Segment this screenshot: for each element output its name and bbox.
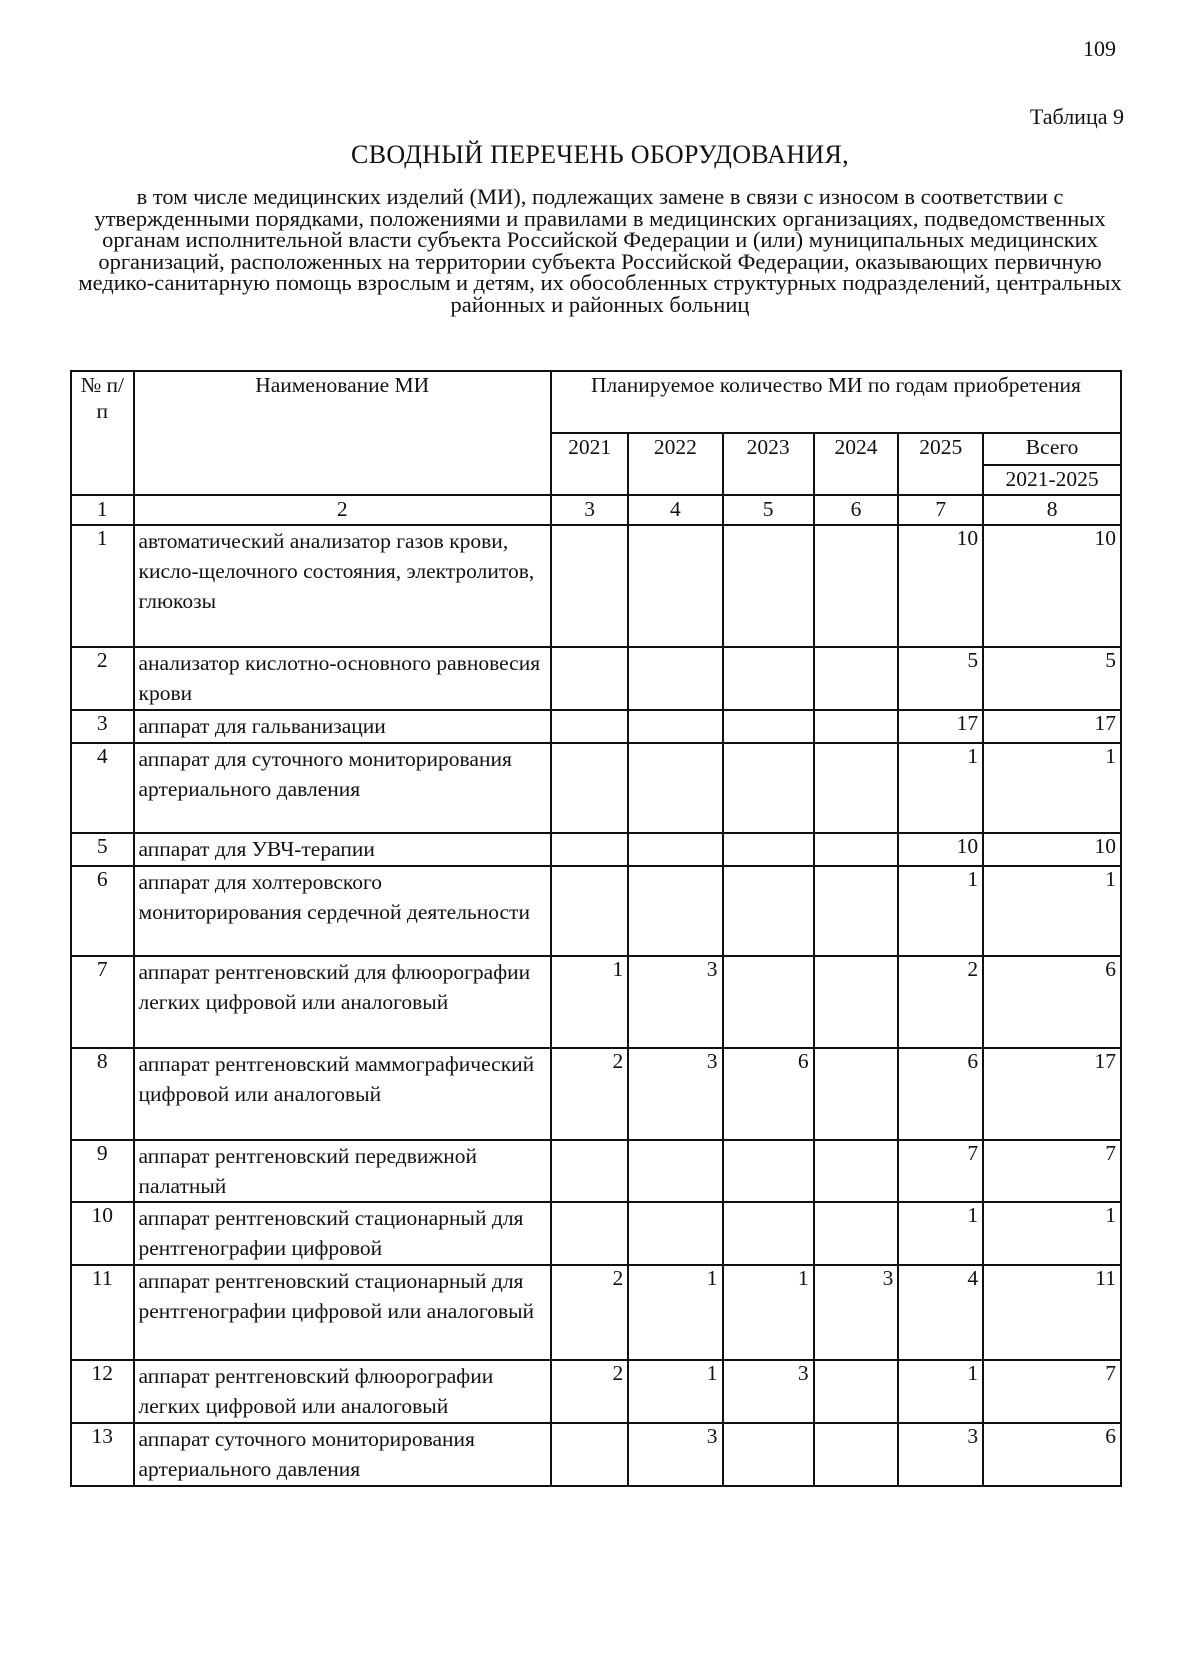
- item-name: аппарат рентгеновский стационарный для рентгенографии цифровой: [134, 1202, 551, 1265]
- qty-cell-2025: 1: [898, 743, 983, 833]
- item-name: автоматический анализатор газов крови, кисло-щелочного состояния, электролитов, глюкозы: [134, 525, 551, 647]
- document-subtitle: в том числе медицинских изделий (МИ), подлежащих замене в связи с износом в соответствии с утвержденными порядками, положениями и правилами в медицинских организациях, подведомственных органам исполнительной власти субъекта Российской Федерации и (или) муниципальных медицинских организаций, расположенных на территории субъекта Российской Федерации, оказывающих первичную медико-санитарную помощь взрослым и детям, их обособленных структурных подразделений, центральных районных и районных больниц: [78, 184, 1122, 317]
- row-number: 4: [71, 743, 134, 833]
- qty-cell-2023: [723, 525, 814, 647]
- row-number: 1: [71, 525, 134, 647]
- row-number: 5: [71, 833, 134, 866]
- qty-cell-2021: 2: [551, 1265, 628, 1360]
- qty-cell-2021: [551, 1202, 628, 1265]
- qty-cell-2024: [814, 1048, 899, 1140]
- qty-cell-2021: 1: [551, 956, 628, 1048]
- total-cell: 1: [983, 1202, 1121, 1265]
- qty-cell-2024: [814, 743, 899, 833]
- total-range-header: 2021-2025: [983, 465, 1121, 495]
- qty-cell-2023: [723, 1140, 814, 1202]
- item-name: аппарат рентгеновский маммографический цифровой или аналоговый: [134, 1048, 551, 1140]
- qty-cell-2021: [551, 710, 628, 743]
- qty-cell-2025: 17: [898, 710, 983, 743]
- table-row: [71, 647, 1121, 710]
- qty-cell-2023: 3: [723, 1360, 814, 1423]
- total-cell: 17: [983, 1048, 1121, 1140]
- item-name: аппарат рентгеновский передвижной палатный: [134, 1140, 551, 1202]
- column-number: 3: [551, 495, 628, 525]
- qty-cell-2023: 1: [723, 1265, 814, 1360]
- page-number: 109: [1083, 36, 1116, 61]
- document-title: СВОДНЫЙ ПЕРЕЧЕНЬ ОБОРУДОВАНИЯ,: [351, 140, 849, 169]
- column-number: 2: [134, 495, 551, 525]
- column-number: 4: [628, 495, 722, 525]
- qty-cell-2022: [628, 743, 722, 833]
- col-name-header: Наименование МИ: [134, 371, 551, 495]
- qty-cell-2022: [628, 710, 722, 743]
- qty-cell-2022: [628, 833, 722, 866]
- row-number: 2: [71, 647, 134, 710]
- table-row: [71, 710, 1121, 743]
- total-cell: 7: [983, 1360, 1121, 1423]
- row-number: 7: [71, 956, 134, 1048]
- item-name: аппарат рентгеновский стационарный для рентгенографии цифровой или аналоговый: [134, 1265, 551, 1360]
- qty-cell-2025: 10: [898, 833, 983, 866]
- qty-cell-2022: [628, 647, 722, 710]
- year-header-2024: 2024: [814, 433, 899, 495]
- qty-cell-2024: [814, 1360, 899, 1423]
- total-cell: 10: [983, 525, 1121, 647]
- qty-cell-2025: 2: [898, 956, 983, 1048]
- table-row: [71, 833, 1121, 866]
- qty-cell-2024: [814, 647, 899, 710]
- qty-cell-2024: 3: [814, 1265, 899, 1360]
- qty-cell-2025: 7: [898, 1140, 983, 1202]
- equipment-table: [70, 370, 1122, 1487]
- total-cell: 11: [983, 1265, 1121, 1360]
- year-header-2023: 2023: [723, 433, 814, 495]
- qty-cell-2025: 10: [898, 525, 983, 647]
- year-header-2021: 2021: [551, 433, 628, 495]
- table-row: [71, 866, 1121, 956]
- qty-cell-2022: 3: [628, 1048, 722, 1140]
- row-number: 11: [71, 1265, 134, 1360]
- row-number: 12: [71, 1360, 134, 1423]
- qty-cell-2021: [551, 647, 628, 710]
- qty-cell-2022: [628, 1140, 722, 1202]
- table-row: [71, 743, 1121, 833]
- column-number: 5: [723, 495, 814, 525]
- column-number: 7: [898, 495, 983, 525]
- qty-cell-2024: [814, 833, 899, 866]
- total-cell: 17: [983, 710, 1121, 743]
- total-cell: 5: [983, 647, 1121, 710]
- qty-cell-2024: [814, 866, 899, 956]
- total-cell: 1: [983, 866, 1121, 956]
- qty-cell-2023: [723, 710, 814, 743]
- qty-cell-2023: [723, 647, 814, 710]
- qty-cell-2024: [814, 1423, 899, 1486]
- qty-cell-2021: [551, 1140, 628, 1202]
- qty-cell-2022: 3: [628, 956, 722, 1048]
- qty-cell-2021: [551, 833, 628, 866]
- qty-cell-2024: [814, 956, 899, 1048]
- qty-cell-2023: 6: [723, 1048, 814, 1140]
- item-name: аппарат суточного мониторирования артериального давления: [134, 1423, 551, 1486]
- qty-cell-2024: [814, 1202, 899, 1265]
- qty-cell-2024: [814, 710, 899, 743]
- qty-cell-2022: [628, 866, 722, 956]
- qty-cell-2023: [723, 1202, 814, 1265]
- total-header: Всего: [983, 433, 1121, 465]
- qty-cell-2024: [814, 525, 899, 647]
- item-name: аппарат рентгеновский флюорографии легких цифровой или аналоговый: [134, 1360, 551, 1423]
- row-number: 3: [71, 710, 134, 743]
- total-cell: 1: [983, 743, 1121, 833]
- total-cell: 6: [983, 1423, 1121, 1486]
- table-row: [71, 525, 1121, 647]
- table-row: [71, 1048, 1121, 1140]
- qty-cell-2025: 1: [898, 1202, 983, 1265]
- row-number: 10: [71, 1202, 134, 1265]
- qty-cell-2021: [551, 1423, 628, 1486]
- qty-cell-2024: [814, 1140, 899, 1202]
- item-name: аппарат для гальванизации: [134, 710, 551, 743]
- qty-cell-2022: 1: [628, 1360, 722, 1423]
- column-number: 8: [983, 495, 1121, 525]
- qty-cell-2022: 3: [628, 1423, 722, 1486]
- column-number-row: [71, 495, 1121, 525]
- column-number: 1: [71, 495, 134, 525]
- row-number: 6: [71, 866, 134, 956]
- qty-cell-2021: [551, 743, 628, 833]
- qty-cell-2025: 4: [898, 1265, 983, 1360]
- qty-cell-2025: 5: [898, 647, 983, 710]
- qty-cell-2023: [723, 833, 814, 866]
- year-header-2022: 2022: [628, 433, 722, 495]
- table-label: Таблица 9: [1029, 104, 1124, 129]
- qty-cell-2023: [723, 743, 814, 833]
- qty-cell-2025: 3: [898, 1423, 983, 1486]
- column-number: 6: [814, 495, 899, 525]
- table-row: [71, 1360, 1121, 1423]
- table-row: [71, 1423, 1121, 1486]
- year-header-2025: 2025: [898, 433, 983, 495]
- table-row: [71, 1140, 1121, 1202]
- qty-cell-2021: [551, 866, 628, 956]
- qty-cell-2021: 2: [551, 1360, 628, 1423]
- qty-cell-2023: [723, 956, 814, 1048]
- item-name: аппарат для холтеровского мониторирования сердечной деятельности: [134, 866, 551, 956]
- qty-cell-2023: [723, 866, 814, 956]
- total-cell: 6: [983, 956, 1121, 1048]
- qty-cell-2025: 1: [898, 1360, 983, 1423]
- qty-cell-2025: 1: [898, 866, 983, 956]
- total-cell: 10: [983, 833, 1121, 866]
- item-name: аппарат для УВЧ-терапии: [134, 833, 551, 866]
- row-number: 8: [71, 1048, 134, 1140]
- qty-cell-2022: [628, 525, 722, 647]
- table-row: [71, 956, 1121, 1048]
- item-name: аппарат для суточного мониторирования артериального давления: [134, 743, 551, 833]
- col-num-header: № п/п: [71, 371, 134, 495]
- total-cell: 7: [983, 1140, 1121, 1202]
- table-body: [71, 371, 1121, 1486]
- item-name: анализатор кислотно-основного равновесия крови: [134, 647, 551, 710]
- qty-cell-2025: 6: [898, 1048, 983, 1140]
- qty-cell-2023: [723, 1423, 814, 1486]
- table-row: [71, 1202, 1121, 1265]
- item-name: аппарат рентгеновский для флюорографии легких цифровой или аналоговый: [134, 956, 551, 1048]
- row-number: 13: [71, 1423, 134, 1486]
- table-row: [71, 1265, 1121, 1360]
- qty-cell-2022: 1: [628, 1265, 722, 1360]
- qty-cell-2021: 2: [551, 1048, 628, 1140]
- row-number: 9: [71, 1140, 134, 1202]
- qty-cell-2021: [551, 525, 628, 647]
- year-group-header: Планируемое количество МИ по годам приобретения: [551, 371, 1121, 433]
- qty-cell-2022: [628, 1202, 722, 1265]
